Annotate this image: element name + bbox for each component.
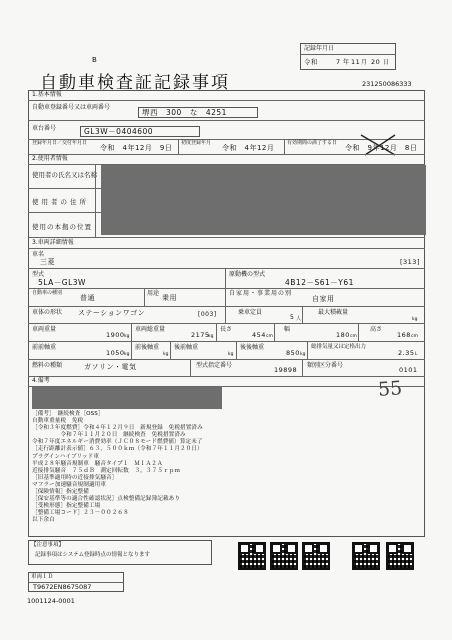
handwritten-note: 55: [377, 377, 403, 401]
body-code: [003]: [198, 311, 217, 318]
remarks-redaction: [32, 387, 222, 409]
vehicle-id-value: T9672EN8675087: [33, 583, 92, 591]
displacement-label: 総排気量又は定格出力: [311, 344, 367, 350]
chassis-label: 車台番号: [32, 125, 57, 132]
notes-box: [28, 540, 212, 565]
record-year-unit: 年: [343, 59, 350, 66]
page-title: 自動車検査証記録事項: [40, 73, 230, 93]
qr-code-5: [386, 542, 414, 570]
remarks-line: ［備考］ 継続検査［OSS］: [32, 411, 104, 417]
max-load-unit: kg: [412, 317, 418, 322]
engine-label: 原動機の型式: [229, 271, 266, 278]
chassis-value: GL3W－0404600: [84, 127, 154, 136]
record-year: 7: [336, 58, 341, 66]
category-value: 0101: [399, 366, 418, 374]
notes-text: 記録事項はシステム登録時点の情報となります: [35, 552, 150, 558]
remarks-line: 近接排気騒音 ７５ｄＢ 測定回転数 ３，３７５ｒｐｍ: [32, 467, 181, 474]
capacity-unit: 人: [296, 316, 302, 322]
vehicle-id-label: 車両ＩＤ: [31, 574, 54, 580]
record-month: 11: [351, 58, 361, 66]
fuel-value: ガソリン・電気: [84, 363, 137, 371]
front-front-axle-label: 前前軸重: [32, 344, 57, 351]
record-era: 令和: [304, 58, 318, 66]
height-value: 168: [397, 331, 411, 339]
gross-weight-unit: kg: [208, 334, 214, 339]
user-name-label: 使用者の氏名又は名称: [32, 171, 97, 179]
weight-unit: kg: [124, 334, 130, 339]
user-info-redaction: [101, 165, 426, 235]
width-label: 幅: [284, 326, 291, 333]
expiry-value: 令和 9年12月 8日: [345, 144, 418, 152]
displacement-value: 2.35: [398, 349, 415, 357]
capacity-value: 5: [290, 314, 295, 321]
remarks-line: 以下余白: [32, 517, 55, 524]
serial-number: 231250086333: [362, 80, 412, 88]
remarks-line: ［保険情報］指定整備: [32, 489, 89, 496]
first-year-label: 初度登録年月: [181, 140, 212, 146]
qr-code-2: [270, 542, 298, 570]
body-value: ステーションワゴン: [78, 309, 146, 317]
weight-label: 車両重量: [32, 326, 57, 333]
engine-value: 4B12－S61－Y61: [285, 278, 354, 287]
model-label: 型式: [32, 271, 45, 278]
b-mark: B: [92, 56, 97, 64]
remarks-line: 自動車重量税 免税: [32, 418, 84, 425]
user-base-label: 使用の本拠の位置: [32, 223, 92, 231]
section3-heading: 3.車両詳細情報: [32, 239, 74, 246]
vehicle-type-value: 普通: [80, 294, 95, 302]
record-month-unit: 月: [361, 59, 368, 66]
rear-front-axle-unit: kg: [228, 352, 234, 357]
document-number: 1001124-0001: [27, 597, 75, 605]
remarks-lines: [32, 411, 252, 525]
record-date-box: [300, 43, 396, 70]
height-unit: cm: [411, 334, 418, 339]
front-front-axle-unit: kg: [124, 352, 130, 357]
model-value: 5LA－GL3W: [38, 278, 86, 287]
qr-code-4: [352, 542, 380, 570]
type-approval-label: 型式指定番号: [196, 362, 233, 369]
maker-label: 車名: [32, 251, 45, 258]
remarks-line: 令和７年１１月２０日 継続検査 免税措置済み: [32, 432, 186, 439]
qr-code-3: [302, 542, 330, 570]
length-value: 454: [252, 331, 266, 339]
length-label: 長さ: [220, 326, 233, 333]
maker-value: 三菱: [40, 258, 55, 266]
gross-weight-value: 2175: [191, 331, 210, 339]
weight-value: 1900: [106, 331, 125, 339]
front-rear-axle-label: 前後軸重: [135, 344, 160, 351]
remarks-line: 平成２８年騒音規制車 騒音タイプ１ ＭＩＡ２Ａ: [32, 460, 163, 467]
remarks-line: ［受検形態］指定整備工場: [32, 503, 101, 510]
rear-rear-axle-unit: kg: [300, 352, 306, 357]
use-value: 乗用: [162, 294, 177, 302]
remarks-line: マフラー加速騒音規制適用車: [32, 481, 107, 488]
remarks-line: ［旧基準適用時の近接排気騒音］: [32, 474, 118, 481]
remarks-line: 令和７年度エネルギー消費効率（ＪＣ０８モード燃費値）算定未了: [32, 439, 203, 446]
remarks-line: プラグインハイブリッド車: [32, 453, 100, 460]
vehicle-id-box: [28, 572, 124, 592]
width-unit: cm: [350, 334, 357, 339]
notes-label: 【注意事項】: [31, 542, 65, 548]
first-year-value: 令和 4年12月: [222, 144, 275, 152]
length-unit: cm: [266, 334, 273, 339]
record-day: 20: [371, 58, 381, 66]
remarks-line: ［走行距離計表示値］６３，５００ｋｍ（令和７年１１月２０日）: [32, 446, 203, 453]
section2-heading: 2.使用者情報: [32, 155, 68, 162]
reg-label: 自動車登録番号又は車両番号: [32, 104, 111, 111]
rear-rear-axle-label: 後後軸重: [240, 344, 265, 351]
first-reg-value: 令和 4年12月 9日: [100, 144, 173, 152]
business-value: 自家用: [312, 295, 335, 303]
width-value: 180: [336, 331, 350, 339]
rear-rear-axle-value: 850: [286, 349, 300, 357]
business-label: 自家用・事業用の別: [229, 290, 293, 297]
type-approval-value: 19898: [274, 366, 298, 374]
rear-front-axle-label: 後前軸重: [174, 344, 199, 351]
record-day-unit: 日: [383, 59, 390, 66]
fuel-label: 燃料の種類: [32, 362, 63, 369]
capacity-label: 乗車定員: [238, 309, 263, 316]
displacement-unit: L: [415, 352, 418, 357]
qr-code-1: [238, 542, 266, 570]
front-front-axle-value: 1050: [106, 349, 125, 357]
gross-weight-label: 車両総重量: [135, 326, 166, 333]
section1-heading: 1.基本情報: [32, 91, 62, 98]
user-address-label: 使用者の住所: [32, 198, 89, 206]
height-label: 高さ: [370, 326, 383, 333]
remarks-line: ［整備工場コード］２３－００２６８: [32, 510, 129, 517]
maker-code: [313]: [400, 258, 420, 266]
category-label: 類別区分番号: [307, 362, 344, 369]
max-load-label: 最大積載量: [318, 309, 349, 316]
remarks-line: ［保安基準等の適合性確認状況］点検整備記録簿記載あり: [32, 496, 181, 503]
front-rear-axle-unit: kg: [163, 352, 169, 357]
record-date-label: 記録年月日: [304, 45, 335, 52]
section4-heading: 4.備考: [32, 377, 50, 384]
vehicle-type-label: 自動車の種別: [32, 290, 63, 296]
expiry-label: 有効期間の満了する日: [287, 140, 338, 146]
remarks-line: ［令和３年度燃費］令和４年１２月９日 新規登録 免税措置済み: [32, 425, 203, 432]
reg-value: 堺西 300 な 4251: [142, 108, 227, 117]
first-reg-label: 登録年月日／交付年月日: [32, 140, 88, 146]
use-label: 用途: [147, 290, 160, 297]
body-label: 車体の形状: [32, 309, 63, 316]
